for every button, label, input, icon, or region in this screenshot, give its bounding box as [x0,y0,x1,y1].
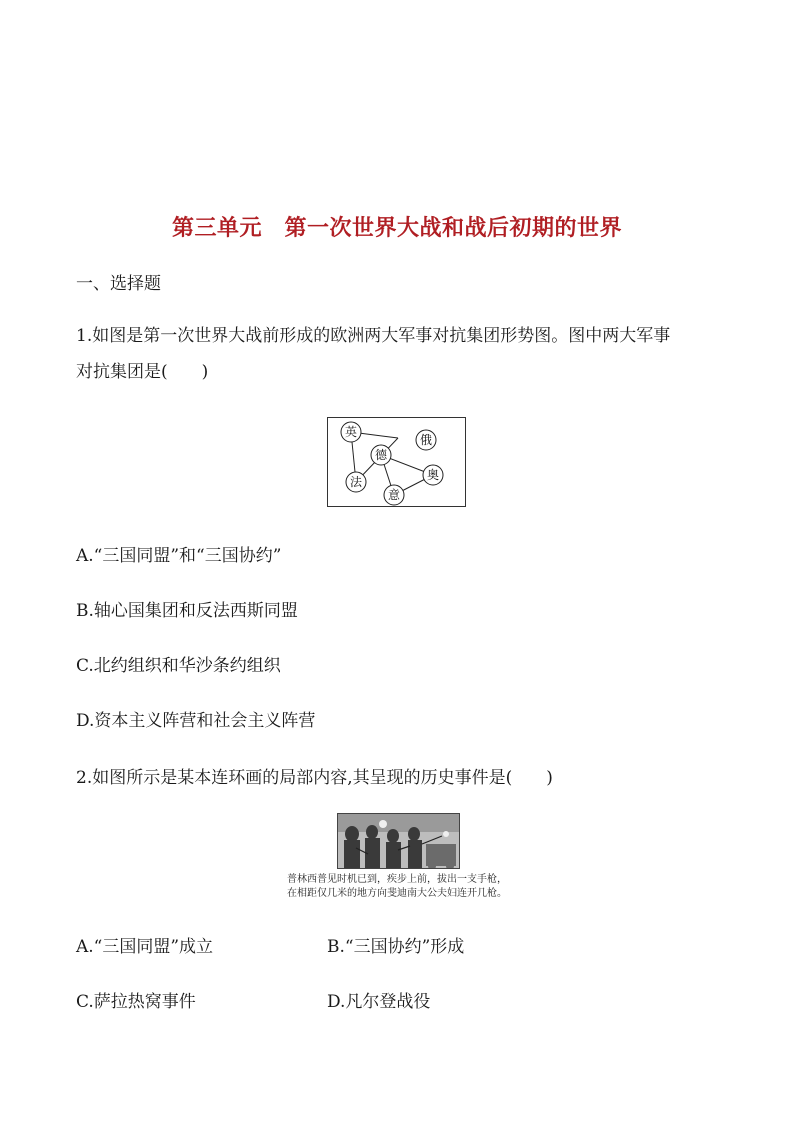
q2-option-c: C.萨拉热窝事件 [76,992,196,1012]
node-label-germany: 德 [374,448,388,462]
q2-option-d: D.凡尔登战役 [327,992,431,1012]
comic-illustration [337,813,460,869]
q1-option-a: A.“三国同盟”和“三国协约” [76,546,282,566]
node-label-italy: 意 [387,488,401,502]
q2-option-b: B.“三国协约”形成 [327,937,465,957]
question-1-line-2: 对抗集团是( ) [76,362,209,382]
comic-caption-line-2: 在相距仅几米的地方向斐迪南大公夫妇连开几枪。 [287,888,507,899]
page-title: 第三单元 第一次世界大战和战后初期的世界 [171,216,622,241]
question-1-line-1: 1.如图是第一次世界大战前形成的欧洲两大军事对抗集团形势图。图中两大军事 [76,326,671,346]
q1-option-c: C.北约组织和华沙条约组织 [76,656,281,676]
section-heading: 一、选择题 [76,274,161,294]
node-label-russia: 俄 [419,433,433,447]
comic-illustration-svg [338,814,460,869]
q2-option-a: A.“三国同盟”成立 [76,937,214,957]
q1-option-b: B.轴心国集团和反法西斯同盟 [76,601,298,621]
alliance-diagram [327,417,466,507]
question-1 [76,318,726,390]
node-label-britain: 英 [344,425,358,439]
question-2: 2.如图所示是某本连环画的局部内容,其呈现的历史事件是( ) [76,768,553,788]
node-label-france: 法 [349,475,363,489]
q1-option-d: D.资本主义阵营和社会主义阵营 [76,711,316,731]
comic-caption-line-1: 普林西普见时机已到，疾步上前，拔出一支手枪， [287,874,507,885]
alliance-diagram-svg [328,418,467,508]
node-label-austria: 奥 [426,468,440,482]
